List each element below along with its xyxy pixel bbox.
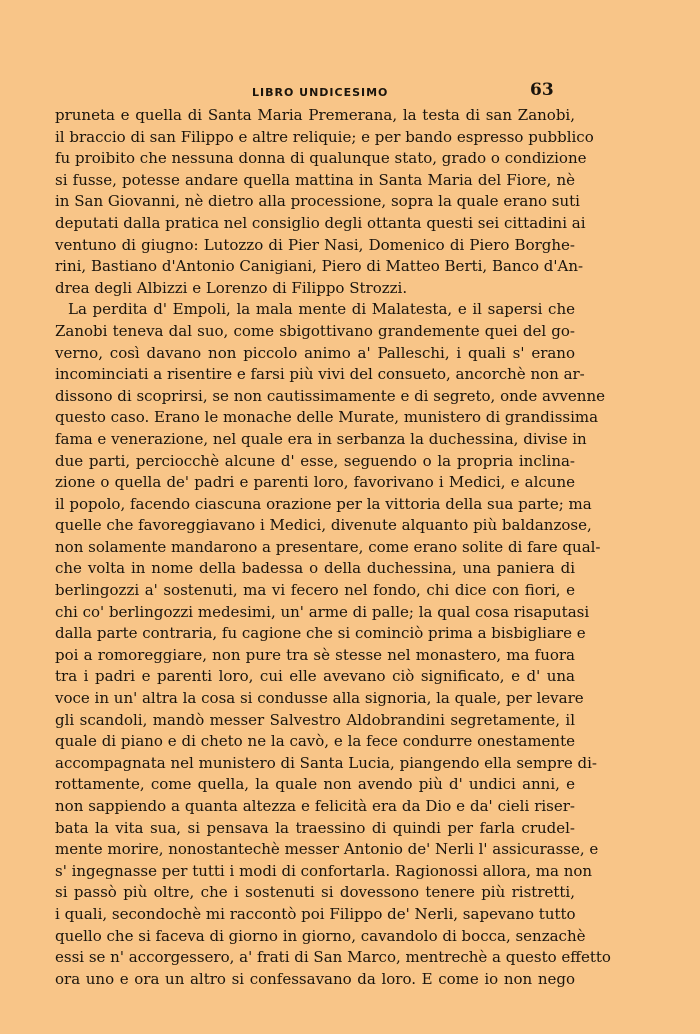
text-line: verno, così davano non piccolo animo a' Palleschi, i quali s' erano (55, 343, 575, 362)
text-line: questo caso. Erano le monache delle Murate, munistero di grandissima (55, 408, 599, 427)
text-line: due parti, perciocchè alcune d' esse, seguendo o la propria inclina- (55, 451, 575, 470)
text-line: quello che si faceva di giorno in giorno, cavandolo di bocca, senzachè (55, 926, 586, 945)
page-number: 63 (530, 80, 554, 100)
text-line: berlingozzi a' sostenuti, ma vi fecero nel fondo, chi dice con fiori, e (55, 581, 575, 600)
text-line: Zanobi teneva dal suo, come sbigottivano grandemente quei del go- (55, 321, 575, 340)
text-line: drea degli Albizzi e Lorenzo di Filippo Strozzi. (55, 278, 408, 297)
text-line: bata la vita sua, si pensava la traessino di quindi per farla crudel- (55, 818, 575, 837)
paragraph-1 (55, 105, 594, 299)
text-line: non sappiendo a quanta altezza e felicità era da Dio e da' cieli riser- (55, 797, 575, 815)
text-line: incominciati a risentire e farsi più vivi del consueto, ancorchè non ar- (55, 365, 585, 384)
text-line: s' ingegnasse per tutti i modi di confortarla. Ragionossi allora, ma non (55, 861, 593, 880)
text-line: in San Giovanni, nè dietro alla processione, sopra la quale erano suti (55, 192, 580, 211)
text-line: deputati dalla pratica nel consiglio degli ottanta questi sei cittadini ai (55, 213, 586, 232)
text-line: non solamente mandarono a presentare, come erano solite di fare qual- (55, 537, 601, 556)
text-line: poi a romoreggiare, non pure tra sè stesse nel monastero, ma fuora (55, 645, 575, 664)
text-line: dissono di scoprirsi, se non cautissimamente e di segreto, onde avvenne (55, 386, 605, 405)
text-line: dalla parte contraria, fu cagione che si cominciò prima a bisbigliare e (55, 624, 586, 643)
text-line: mente morire, nonostantechè messer Antonio de' Nerli l' assicurasse, e (55, 840, 599, 859)
text-line: fu proibito che nessuna donna di qualunque stato, grado o condizione (55, 149, 587, 168)
text-line: quale di piano e di cheto ne la cavò, e la fece condurre onestamente (55, 732, 575, 751)
text-line: si passò più oltre, che i sostenuti si dovessono tenere più ristretti, (55, 883, 575, 902)
text-line: ventuno di giugno: Lutozzo di Pier Nasi, Domenico di Piero Borghe- (55, 235, 575, 254)
text-line: zione o quella de' padri e parenti loro, favorivano i Medici, e alcune (55, 473, 575, 492)
text-line: fama e venerazione, nel quale era in serbanza la duchessina, divise in (55, 429, 587, 448)
text-line: essi se n' accorgessero, a' frati di San Marco, mentrechè a questo effetto (55, 948, 611, 967)
text-line: tra i padri e parenti loro, cui elle avevano ciò significato, e d' una (55, 667, 575, 686)
text-line: accompagnata nel munistero di Santa Lucia, piangendo ella sempre di- (55, 753, 597, 772)
text-line: gli scandoli, mandò messer Salvestro Aldobrandini segretamente, il (55, 710, 575, 729)
body-text (55, 105, 611, 990)
text-line: ora uno e ora un altro si confessavano da loro. E come io non nego (55, 969, 575, 988)
text-line: i quali, secondochè mi raccontò poi Filippo de' Nerli, sapevano tutto (55, 904, 576, 923)
text-line: il popolo, facendo ciascuna orazione per la vittoria della sua parte; ma (55, 494, 592, 513)
text-line: quelle che favoreggiavano i Medici, divenute alquanto più baldanzose, (55, 516, 592, 535)
text-line: rottamente, come quella, la quale non avendo più d' undici anni, e (55, 775, 575, 794)
text-line: si fusse, potesse andare quella mattina in Santa Maria del Fiore, nè (55, 170, 575, 189)
text-line: chi co' berlingozzi medesimi, un' arme di palle; la qual cosa risaputasi (55, 602, 590, 621)
text-line: rini, Bastiano d'Antonio Canigiani, Piero di Matteo Berti, Banco d'An- (55, 257, 584, 276)
paragraph-2 (55, 299, 611, 990)
text-line: voce in un' altra la cosa si condusse alla signoria, la quale, per levare (55, 689, 584, 708)
text-line: pruneta e quella di Santa Maria Premerana, la testa di san Zanobi, (55, 106, 575, 124)
text-line: che volta in nome della badessa o della duchessina, una paniera di (55, 559, 575, 578)
running-head: LIBRO UNDICESIMO (252, 86, 389, 99)
text-line: La perdita d' Empoli, la mala mente di Malatesta, e il sapersi che (68, 300, 575, 319)
text-line: il braccio di san Filippo e altre reliquie; e per bando espresso pubblico (55, 127, 594, 146)
